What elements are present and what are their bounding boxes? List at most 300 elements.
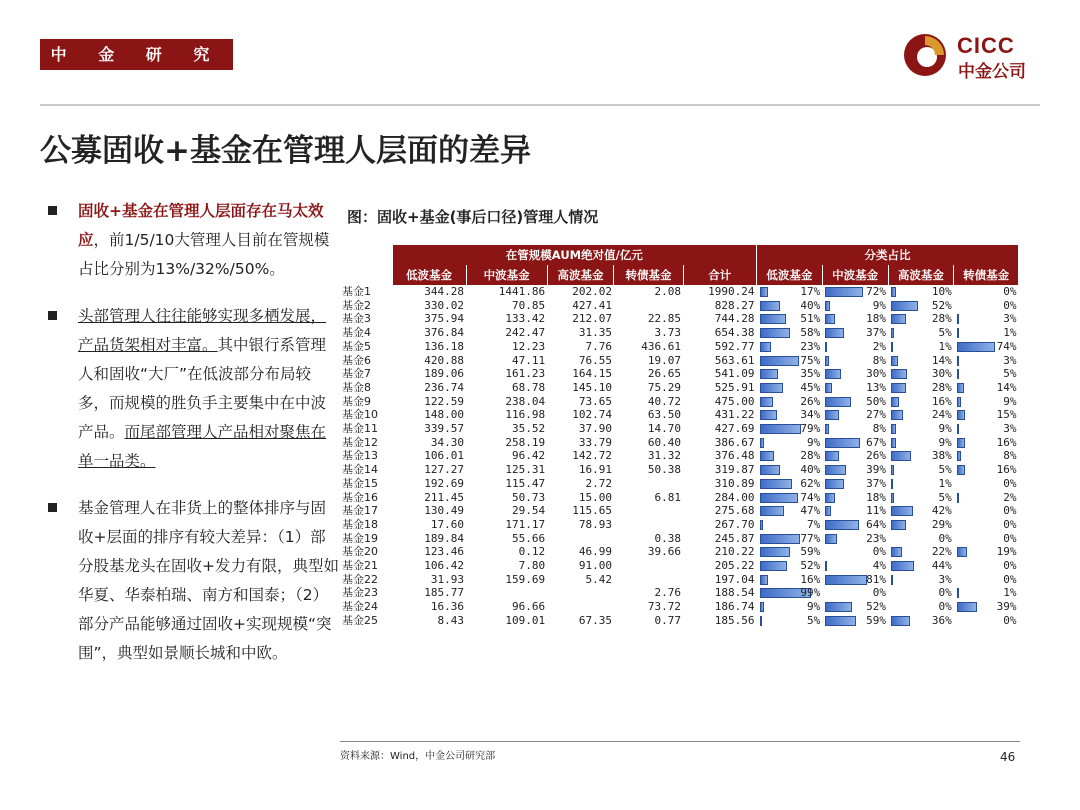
- share-cell: [757, 436, 823, 450]
- fund-name-cell: 基金17: [342, 504, 378, 518]
- aum-cell: 14.70: [647, 422, 682, 436]
- share-cell: [757, 504, 823, 518]
- share-value: 15%: [996, 408, 1017, 422]
- aum-cell: 330.02: [424, 298, 465, 312]
- share-bar: [957, 424, 959, 434]
- fund-name-cell: 基金18: [342, 517, 378, 531]
- aum-cell: 744.28: [714, 312, 755, 326]
- aum-cell: 189.06: [424, 367, 465, 381]
- aum-cell: 70.85: [512, 298, 546, 312]
- share-cell: [954, 518, 1019, 532]
- aum-cell: 541.09: [714, 367, 755, 381]
- share-cell: [757, 285, 823, 299]
- table-row: [340, 395, 1019, 409]
- aum-cell: 125.31: [505, 463, 546, 477]
- share-value: 28%: [931, 380, 952, 394]
- share-cell: [954, 381, 1019, 395]
- aum-cell: 8.43: [437, 613, 465, 627]
- aum-cell: 828.27: [714, 298, 755, 312]
- share-value: 10%: [931, 285, 952, 298]
- share-value: 34%: [800, 408, 821, 422]
- share-value: 5%: [938, 490, 952, 504]
- share-value: 39%: [866, 463, 886, 477]
- manager-table: [340, 245, 1019, 628]
- share-cell: [757, 559, 823, 573]
- share-cell: [822, 614, 888, 628]
- share-cell: [888, 299, 954, 313]
- share-bar: [825, 342, 827, 352]
- table-row: [340, 463, 1019, 477]
- aum-cell: 29.54: [512, 504, 546, 518]
- table-title: 图：固收+基金(事后口径)管理人情况: [347, 208, 599, 226]
- share-value: 0%: [1003, 285, 1017, 298]
- share-bar: [825, 356, 829, 366]
- share-cell: [888, 573, 954, 587]
- share-value: 30%: [931, 367, 952, 381]
- share-cell: [888, 559, 954, 573]
- share-cell: [757, 326, 823, 340]
- share-bar: [825, 534, 837, 544]
- share-value: 77%: [800, 531, 821, 545]
- share-value: 11%: [866, 504, 886, 518]
- share-cell: [822, 449, 888, 463]
- department-banner: 中 金 研 究 部: [40, 39, 233, 70]
- share-value: 0%: [1003, 476, 1017, 490]
- share-value: 59%: [800, 545, 821, 559]
- aum-cell: 339.57: [424, 422, 465, 436]
- aum-cell: 2.72: [585, 476, 612, 490]
- aum-cell: 7.76: [585, 339, 612, 353]
- share-cell: [954, 532, 1019, 546]
- share-cell: [888, 532, 954, 546]
- share-bar: [825, 493, 834, 503]
- share-cell: [822, 491, 888, 505]
- aum-cell: 319.87: [714, 463, 755, 477]
- share-value: 50%: [866, 394, 886, 408]
- share-value: 2%: [1003, 490, 1017, 504]
- share-value: 67%: [866, 435, 886, 449]
- share-value: 18%: [866, 490, 886, 504]
- fund-name-cell: 基金20: [342, 545, 378, 559]
- share-bar: [957, 383, 964, 393]
- share-value: 42%: [931, 504, 952, 518]
- share-cell: [888, 367, 954, 381]
- table-row: [340, 408, 1019, 422]
- share-cell: [757, 614, 823, 628]
- share-cell: [954, 600, 1019, 614]
- share-cell: [757, 491, 823, 505]
- share-bar: [760, 520, 764, 530]
- share-cell: [822, 299, 888, 313]
- share-cell: [888, 340, 954, 354]
- share-bar: [891, 383, 906, 393]
- aum-cell: 76.55: [578, 353, 612, 367]
- share-cell: [822, 559, 888, 573]
- aum-cell: 130.49: [424, 504, 465, 518]
- aum-cell: 35.52: [512, 422, 546, 436]
- share-value: 18%: [866, 312, 886, 326]
- aum-cell: 189.84: [424, 531, 465, 545]
- aum-cell: [547, 532, 614, 546]
- aum-cell: 106.01: [424, 449, 465, 463]
- fund-name-cell: 基金6: [342, 353, 371, 367]
- share-cell: [954, 354, 1019, 368]
- share-bar: [891, 575, 893, 585]
- share-cell: [954, 326, 1019, 340]
- share-value: 5%: [1003, 367, 1017, 381]
- aum-cell: [614, 573, 683, 587]
- share-value: 79%: [800, 422, 821, 436]
- share-value: 45%: [800, 380, 821, 394]
- table-row: [340, 545, 1019, 559]
- table-row: [340, 504, 1019, 518]
- bullet-text: ，前1/5/10大管理人目前在管规模占比分别为13%/32%/50%。: [78, 231, 330, 278]
- table-row: [340, 354, 1019, 368]
- aum-cell: 236.74: [424, 380, 465, 394]
- share-bar: [957, 493, 959, 503]
- share-bar: [825, 616, 856, 626]
- aum-cell: [614, 559, 683, 573]
- aum-cell: 75.29: [647, 380, 682, 394]
- table-row: [340, 367, 1019, 381]
- fund-name-cell: 基金19: [342, 531, 378, 545]
- aum-cell: 205.22: [714, 559, 755, 573]
- fund-name-cell: 基金3: [342, 312, 371, 326]
- share-value: 99%: [800, 586, 821, 600]
- share-cell: [822, 340, 888, 354]
- aum-cell: 245.87: [714, 531, 755, 545]
- share-cell: [954, 573, 1019, 587]
- share-bar: [760, 465, 781, 475]
- share-bar: [957, 451, 961, 461]
- aum-cell: 115.47: [505, 476, 546, 490]
- aum-cell: 475.00: [714, 394, 755, 408]
- aum-cell: 185.77: [424, 586, 465, 600]
- aum-cell: 275.68: [714, 504, 755, 518]
- fund-name-cell: 基金14: [342, 463, 378, 477]
- share-value: 24%: [931, 408, 952, 422]
- aum-cell: 185.56: [714, 613, 755, 627]
- share-cell: [757, 545, 823, 559]
- aum-cell: [466, 586, 547, 600]
- share-cell: [888, 422, 954, 436]
- aum-cell: 2.76: [654, 586, 682, 600]
- aum-cell: 50.38: [647, 463, 682, 477]
- share-cell: [888, 436, 954, 450]
- table-row: [340, 285, 1019, 299]
- share-bar: [891, 287, 896, 297]
- share-cell: [757, 340, 823, 354]
- aum-cell: 238.04: [505, 394, 546, 408]
- share-cell: [888, 491, 954, 505]
- share-value: 19%: [996, 545, 1017, 559]
- aum-cell: 427.41: [572, 298, 612, 312]
- share-cell: [888, 326, 954, 340]
- aum-cell: 78.93: [578, 517, 612, 531]
- fund-name-cell: 基金11: [342, 422, 378, 436]
- share-bar: [760, 369, 778, 379]
- share-value: 37%: [866, 476, 886, 490]
- table-row: [340, 436, 1019, 450]
- aum-cell: 210.22: [714, 545, 755, 559]
- share-cell: [822, 354, 888, 368]
- share-bar: [760, 479, 792, 489]
- share-value: 1%: [938, 476, 952, 490]
- bullet-text: 固收+基金在管理人层面存在马太效应: [78, 202, 324, 249]
- aum-cell: 34.30: [430, 435, 465, 449]
- aum-cell: 145.10: [572, 380, 612, 394]
- share-cell: [822, 408, 888, 422]
- share-bar: [891, 547, 902, 557]
- header-divider: [40, 104, 1040, 106]
- share-value: 26%: [800, 394, 821, 408]
- share-cell: [822, 545, 888, 559]
- share-value: 29%: [931, 517, 952, 531]
- aum-cell: 5.42: [585, 572, 612, 586]
- fund-name-cell: 基金13: [342, 449, 378, 463]
- share-bar: [760, 328, 790, 338]
- bullet-item: [48, 494, 340, 668]
- aum-cell: 31.35: [578, 326, 612, 340]
- share-cell: [822, 504, 888, 518]
- share-value: 0%: [938, 600, 952, 614]
- share-value: 36%: [931, 613, 952, 627]
- share-cell: [954, 422, 1019, 436]
- share-value: 1%: [1003, 586, 1017, 600]
- fund-name-cell: 基金21: [342, 559, 378, 573]
- page-number: 46: [1000, 750, 1016, 764]
- aum-cell: 431.22: [714, 408, 755, 422]
- share-bar: [891, 465, 894, 475]
- share-bar: [760, 410, 778, 420]
- share-value: 47%: [800, 504, 821, 518]
- share-value: 3%: [1003, 353, 1017, 367]
- share-bar: [760, 383, 783, 393]
- fund-name-cell: 基金1: [342, 285, 371, 298]
- share-value: 81%: [866, 572, 886, 586]
- column-header: 高波基金: [547, 265, 614, 285]
- share-cell: [954, 395, 1019, 409]
- aum-cell: 16.91: [578, 463, 612, 477]
- share-cell: [822, 326, 888, 340]
- share-bar: [891, 342, 893, 352]
- share-value: 14%: [931, 353, 952, 367]
- share-bar: [760, 314, 787, 324]
- aum-cell: 136.18: [424, 339, 465, 353]
- share-value: 9%: [807, 435, 821, 449]
- share-cell: [888, 586, 954, 600]
- share-cell: [954, 340, 1019, 354]
- share-value: 0%: [872, 545, 886, 559]
- share-bar: [825, 287, 862, 297]
- share-value: 0%: [1003, 572, 1017, 586]
- share-cell: [757, 381, 823, 395]
- share-bar: [760, 602, 765, 612]
- share-cell: [757, 573, 823, 587]
- share-value: 74%: [800, 490, 821, 504]
- share-cell: [822, 573, 888, 587]
- aum-cell: [614, 299, 683, 313]
- bullet-item: [48, 197, 340, 284]
- aum-cell: 0.38: [654, 531, 682, 545]
- share-value: 51%: [800, 312, 821, 326]
- aum-cell: 258.19: [505, 435, 546, 449]
- aum-cell: 116.98: [505, 408, 546, 422]
- logo-text-en: CICC: [957, 33, 1015, 58]
- share-cell: [888, 285, 954, 299]
- share-cell: [888, 600, 954, 614]
- fund-name-cell: 基金7: [342, 367, 371, 381]
- aum-cell: 96.66: [512, 600, 546, 614]
- aum-cell: 115.65: [572, 504, 612, 518]
- share-bar: [825, 575, 867, 585]
- share-cell: [888, 477, 954, 491]
- column-header: 转债基金: [954, 265, 1019, 285]
- bullet-square-icon: [48, 503, 57, 512]
- table-row: [340, 532, 1019, 546]
- share-cell: [954, 477, 1019, 491]
- share-cell: [822, 518, 888, 532]
- share-value: 9%: [938, 435, 952, 449]
- share-value: 59%: [866, 613, 886, 627]
- share-value: 9%: [938, 422, 952, 436]
- share-bar: [825, 328, 844, 338]
- share-cell: [954, 408, 1019, 422]
- aum-cell: 96.42: [512, 449, 546, 463]
- aum-cell: 436.61: [641, 339, 682, 353]
- share-value: 23%: [800, 339, 821, 353]
- share-cell: [954, 545, 1019, 559]
- fund-name-cell: 基金5: [342, 339, 371, 353]
- share-bar: [825, 410, 839, 420]
- share-cell: [954, 436, 1019, 450]
- share-bar: [760, 616, 763, 626]
- share-cell: [954, 504, 1019, 518]
- bullet-text: 头部管理人往往能够实现多栖发展，产品货架相对丰富。: [78, 307, 327, 354]
- share-bar: [825, 424, 829, 434]
- share-bar: [760, 301, 781, 311]
- share-cell: [954, 285, 1019, 299]
- aum-cell: 50.73: [512, 490, 546, 504]
- share-cell: [822, 586, 888, 600]
- aum-cell: 17.60: [430, 517, 465, 531]
- aum-cell: [547, 600, 614, 614]
- bullet-square-icon: [48, 311, 57, 320]
- aum-cell: 91.00: [578, 559, 612, 573]
- share-value: 40%: [800, 298, 821, 312]
- source-divider: [340, 741, 1020, 742]
- table-row: [340, 422, 1019, 436]
- aum-cell: 186.74: [714, 600, 755, 614]
- share-value: 8%: [1003, 449, 1017, 463]
- share-value: 35%: [800, 367, 821, 381]
- share-bar: [825, 451, 839, 461]
- table-row: [340, 381, 1019, 395]
- share-bar: [957, 465, 965, 475]
- share-cell: [822, 367, 888, 381]
- share-bar: [891, 520, 906, 530]
- aum-cell: 3.73: [654, 326, 682, 340]
- table-row: [340, 340, 1019, 354]
- share-bar: [891, 493, 894, 503]
- share-value: 75%: [800, 353, 821, 367]
- share-bar: [825, 383, 832, 393]
- share-bar: [760, 397, 774, 407]
- share-value: 30%: [866, 367, 886, 381]
- share-cell: [757, 422, 823, 436]
- aum-cell: [614, 504, 683, 518]
- aum-cell: 1441.86: [498, 285, 546, 298]
- fund-name-cell: 基金25: [342, 613, 378, 627]
- share-bar: [825, 602, 852, 612]
- aum-cell: 106.42: [424, 559, 465, 573]
- aum-cell: 60.40: [647, 435, 682, 449]
- share-value: 13%: [866, 380, 886, 394]
- aum-cell: 344.28: [424, 285, 465, 298]
- share-bar: [891, 438, 896, 448]
- share-value: 9%: [872, 298, 886, 312]
- fund-name-cell: 基金8: [342, 380, 371, 394]
- share-bar: [760, 438, 765, 448]
- column-header: 中波基金: [466, 265, 547, 285]
- aum-cell: 420.88: [424, 353, 465, 367]
- share-value: 0%: [1003, 517, 1017, 531]
- share-value: 16%: [931, 394, 952, 408]
- share-value: 4%: [872, 559, 886, 573]
- share-bar: [891, 301, 918, 311]
- aum-cell: 31.32: [647, 449, 682, 463]
- aum-cell: 525.91: [714, 380, 755, 394]
- fund-name-cell: 基金23: [342, 586, 378, 600]
- aum-cell: 67.35: [578, 613, 612, 627]
- share-value: 0%: [1003, 298, 1017, 312]
- column-header: 高波基金: [888, 265, 954, 285]
- column-header: 中波基金: [822, 265, 888, 285]
- table-row: [340, 518, 1019, 532]
- share-cell: [822, 436, 888, 450]
- aum-cell: 33.79: [578, 435, 612, 449]
- share-cell: [888, 354, 954, 368]
- share-cell: [757, 312, 823, 326]
- share-value: 16%: [996, 435, 1017, 449]
- share-bar: [891, 314, 906, 324]
- share-cell: [888, 449, 954, 463]
- column-header: 低波基金: [757, 265, 823, 285]
- aum-cell: 123.46: [424, 545, 465, 559]
- share-cell: [757, 477, 823, 491]
- share-cell: [757, 408, 823, 422]
- share-cell: [822, 381, 888, 395]
- share-value: 16%: [800, 572, 821, 586]
- share-value: 0%: [938, 531, 952, 545]
- share-bar: [957, 602, 977, 612]
- aum-cell: 375.94: [424, 312, 465, 326]
- share-value: 52%: [800, 559, 821, 573]
- share-bar: [825, 369, 841, 379]
- share-cell: [757, 299, 823, 313]
- share-bar: [957, 369, 960, 379]
- column-header: 转债基金: [614, 265, 683, 285]
- bullet-text: 其中银行系管理人和固收“大厂”在低波部分布局较多，而规模的胜负手主要集中在中波产品。: [78, 336, 327, 441]
- share-bar: [891, 479, 893, 489]
- aum-cell: 19.07: [647, 353, 682, 367]
- aum-cell: 376.48: [714, 449, 755, 463]
- share-bar: [891, 410, 903, 420]
- aum-cell: 148.00: [424, 408, 465, 422]
- fund-name-cell: 基金22: [342, 572, 378, 586]
- share-bar: [957, 328, 959, 338]
- share-value: 8%: [872, 422, 886, 436]
